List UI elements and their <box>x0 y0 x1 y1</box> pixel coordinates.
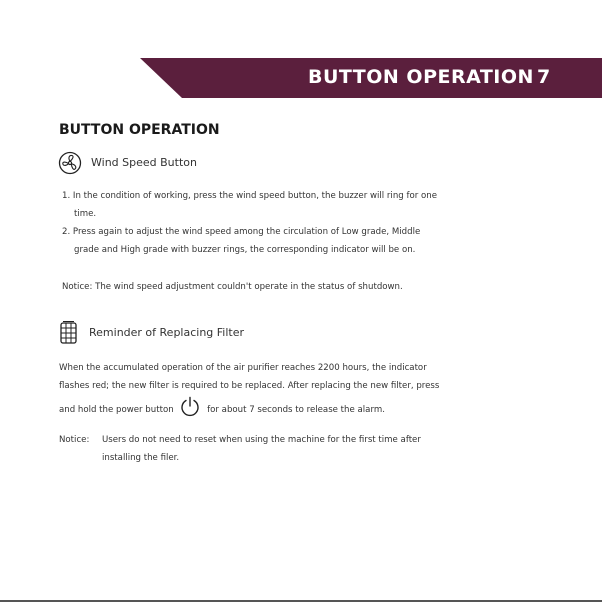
fan-icon <box>58 151 82 179</box>
filter-line-3-after: for about 7 seconds to release the alarm. <box>207 405 385 415</box>
wind-speed-title: Wind Speed Button <box>91 156 197 169</box>
filter-line-1: When the accumulated operation of the air purifier reaches 2200 hours, the indicator <box>59 363 427 373</box>
filter-line-3 <box>59 395 385 424</box>
wind-item-2: 2. Press again to adjust the wind speed among the circulation of Low grade, Middle <box>62 227 421 237</box>
filter-title: Reminder of Replacing Filter <box>89 326 245 339</box>
page-number: 7 <box>537 66 551 88</box>
filter-notice-label: Notice: <box>59 435 90 445</box>
wind-item-2-cont: grade and High grade with buzzer rings, the corresponding indicator will be on. <box>74 245 416 255</box>
power-icon <box>179 395 201 424</box>
filter-notice-line-1: Users do not need to reset when using the machine for the first time after <box>102 435 421 445</box>
header-banner <box>0 0 602 100</box>
section-heading: BUTTON OPERATION <box>59 122 220 138</box>
filter-line-2: flashes red; the new filter is required to be replaced. After replacing the new filter, press <box>59 381 440 391</box>
filter-icon <box>59 321 79 349</box>
header-title: BUTTON OPERATION <box>308 66 534 88</box>
wind-item-1: 1. In the condition of working, press the wind speed button, the buzzer will ring for one <box>62 191 437 201</box>
wind-item-1-cont: time. <box>74 209 97 219</box>
filter-notice-line-2: installing the filer. <box>102 453 180 463</box>
wind-notice: Notice: The wind speed adjustment couldn't operate in the status of shutdown. <box>62 282 403 292</box>
filter-line-3-before: and hold the power button <box>59 405 174 415</box>
